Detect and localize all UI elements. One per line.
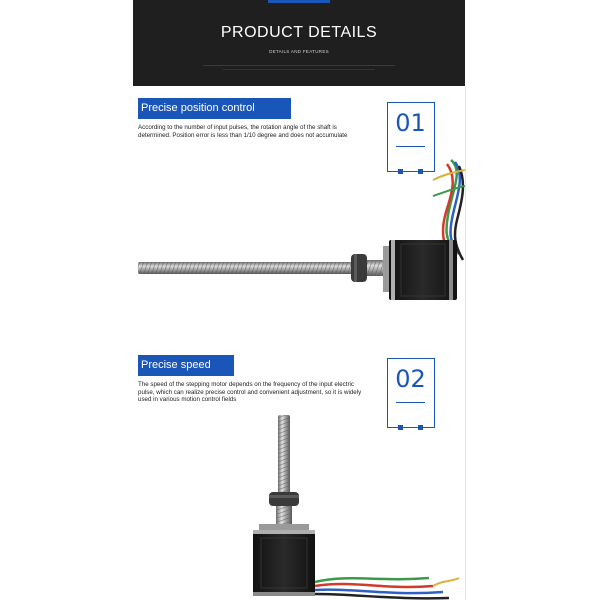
header-accent-bar [268,0,330,3]
section-number: 01 [395,109,426,137]
section-heading: Precise position control [138,98,291,119]
vertical-lead-screw-motor-image [133,410,465,600]
section-number: 02 [395,365,426,393]
section-heading: Precise speed [138,355,234,376]
page-title: PRODUCT DETAILS [220,24,378,41]
badge-underline [396,402,425,403]
section-description: According to the number of input pulses, the rotation angle of the shaft is determined. Position error is less than 1/10 degree and does not accumulate [138,124,348,139]
badge-underline [396,146,425,147]
header-banner [133,0,465,86]
page-subtitle: DETAILS AND FEATURES [269,49,329,54]
header-decor-line [223,69,375,70]
header-decor-line [203,65,395,66]
product-details-panel [133,0,465,600]
section-description: The speed of the stepping motor depends on the frequency of the input electric pulse, which can realize precise control and convenient adjustment, so it is widely used in various motion control fields [138,381,362,404]
page-divider [465,86,466,600]
horizontal-lead-screw-motor-image [133,150,465,320]
